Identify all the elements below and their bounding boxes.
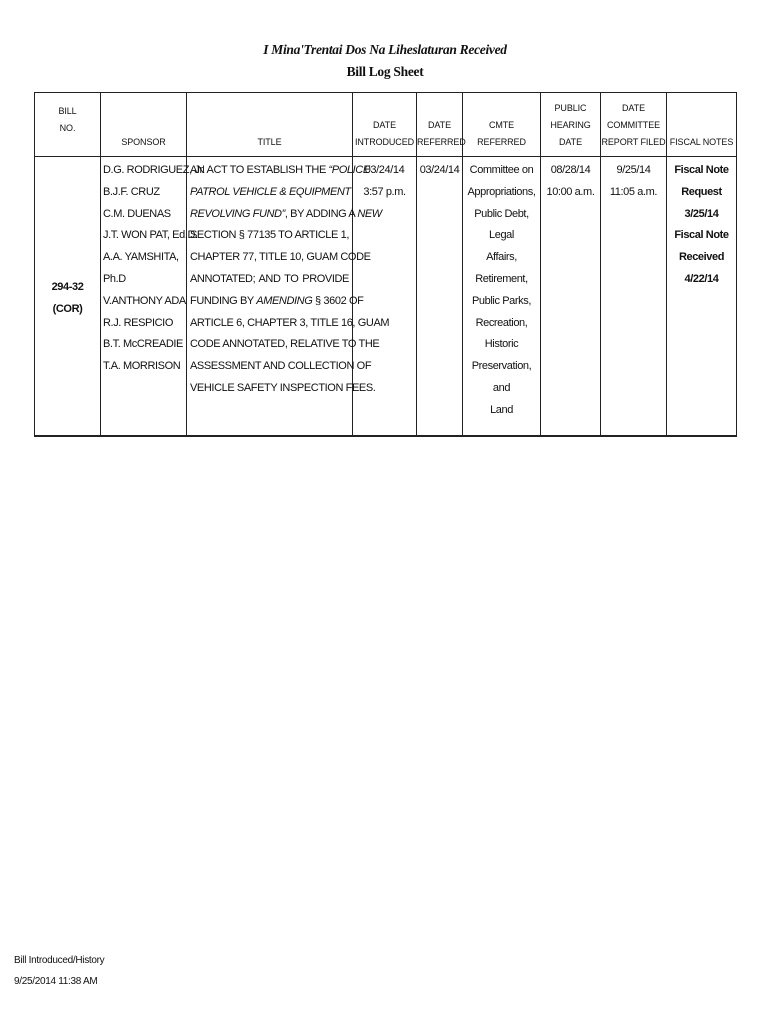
sponsor-name: T.A. MORRISON [103,360,181,373]
bill-title: AN ACT TO ESTABLISH THE “POLICE PATROL VEHICLE & EQUIPMENT REVOLVING FUND”, BY ADDING A NEW SECTION § 77135 TO ARTICLE 1, CHAPTER 77, TITLE 10, GUAM CODE ANNOTATED; AND TO PROVIDE FUNDING BY AMENDING § 3602 OF ARTICLE 6, CHAPTER 3, TITLE 16, GUAM CODE ANNOTATED, RELATIVE TO THE ASSESSMENT AND COLLECTION OF VEHICLE SAFETY INSPECTION FEES. [187,157,353,437]
sponsor-name: B.J.F. CRUZ [103,185,160,198]
document-subtitle: Bill Log Sheet [346,64,424,79]
sponsor-name: V.ANTHONY ADA [103,294,186,307]
header-date-introduced: DATE INTRODUCED [353,93,417,157]
header-cmte-referred: CMTE REFERRED [463,93,541,157]
fiscal-notes: Fiscal Note Request 3/25/14 Fiscal Note Received 4/22/14 [667,157,737,437]
committee-report-filed-date: 9/25/14 11:05 a.m. [601,157,667,437]
bill-number: 294-32 (COR) [35,157,101,437]
page-footer [14,950,104,992]
header-date-committee-report-filed: DATE COMMITTEE REPORT FILED [601,93,667,157]
sponsor-name: C.M. DUENAS [103,207,171,220]
date-introduced: 03/24/14 3:57 p.m. [353,157,417,437]
header-fiscal-notes: FISCAL NOTES [667,93,737,157]
document-title: I Mina'Trentai Dos Na Liheslaturan Received [263,42,507,57]
sponsor-name: Ph.D [103,272,126,285]
committee-referred: Committee on Appropriations, Public Debt, Legal Affairs, Retirement, Public Parks, Recreation, Historic Preservation, and Land [463,157,541,437]
bill-log-table [34,92,737,437]
sponsor-name: A.A. YAMSHITA, [103,251,179,264]
public-hearing-date: 08/28/14 10:00 a.m. [541,157,601,437]
date-referred: 03/24/14 [417,157,463,437]
table-header-row [35,93,737,157]
sponsor-name: R.J. RESPICIO [103,316,173,329]
header-bill-no: BILL NO. [35,93,101,157]
footer-label: Bill Introduced/History [14,955,105,966]
sponsor-name: D.G. RODRIGUEZ, Jr. [103,164,205,176]
header-public-hearing-date: PUBLIC HEARING DATE [541,93,601,157]
header-sponsor: SPONSOR [101,93,187,157]
sponsor-name: B.T. McCREADIE [103,338,183,351]
header-title: TITLE [187,93,353,157]
footer-timestamp: 9/25/2014 11:38 AM [14,976,98,987]
table-row [35,157,737,437]
header-date-referred: DATE REFERRED [417,93,463,157]
sponsor-name: J.T. WON PAT, Ed.D. [103,229,198,242]
sponsor-list [101,157,205,437]
